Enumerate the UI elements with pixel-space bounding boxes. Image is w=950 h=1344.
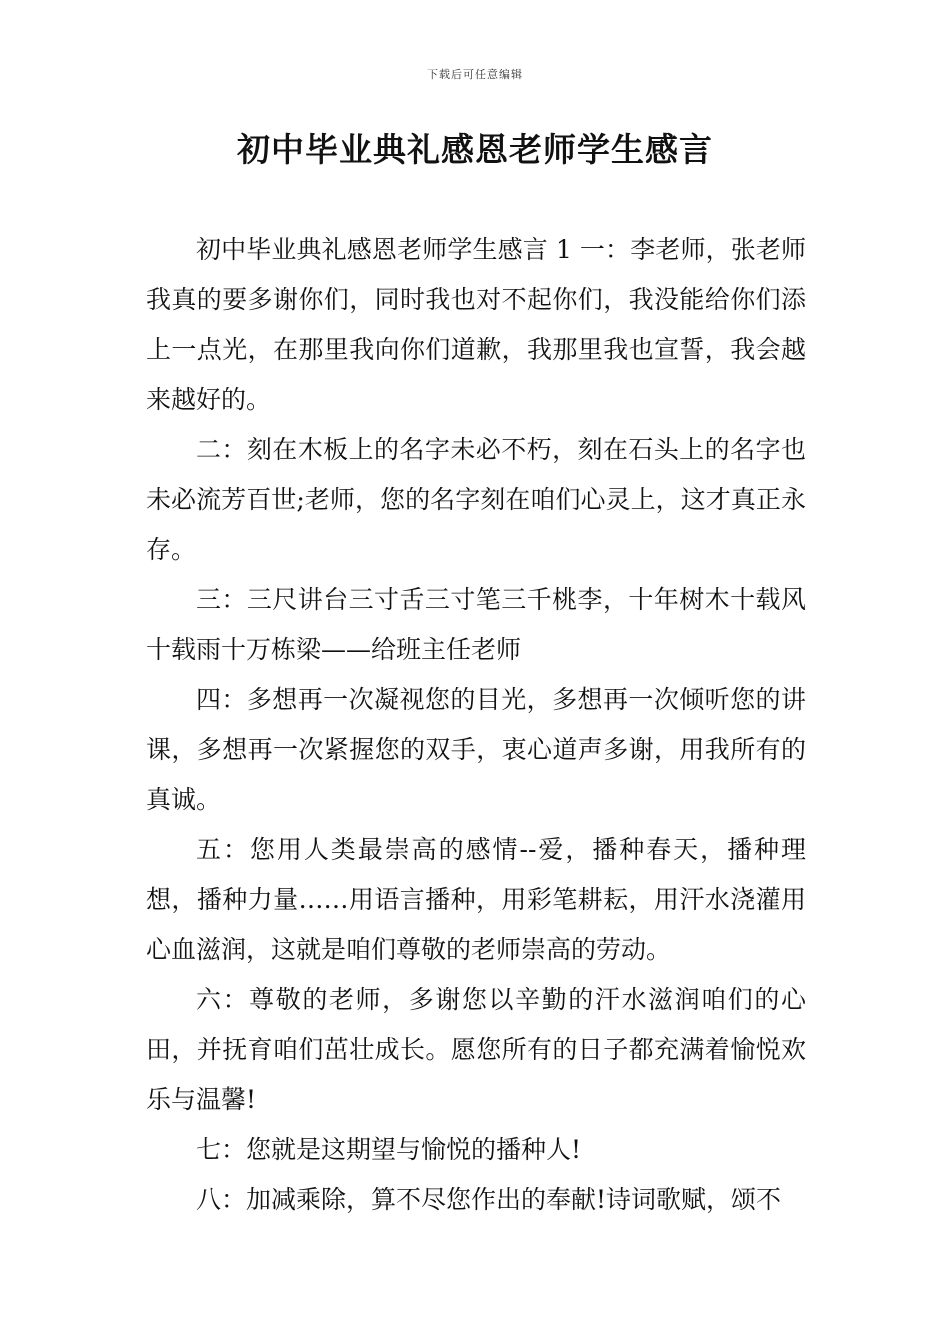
- header-note: 下载后可任意编辑: [427, 68, 523, 81]
- document-body: [146, 225, 806, 1225]
- paragraph-1: 初中毕业典礼感恩老师学生感言 1 一：李老师，张老师我真的要多谢你们，同时我也对不起你们，我没能给你们添上一点光，在那里我向你们道歉，我那里我也宣誓，我会越来越好的。: [146, 235, 806, 414]
- page-title: 初中毕业典礼感恩老师学生感言: [237, 130, 713, 169]
- paragraph-8: 八：加减乘除，算不尽您作出的奉献!诗词歌赋，颂不: [196, 1185, 782, 1214]
- paragraph-3: 三：三尺讲台三寸舌三寸笔三千桃李，十年树木十载风十载雨十万栋梁——给班主任老师: [146, 585, 806, 664]
- paragraph-6: 六：尊敬的老师，多谢您以辛勤的汗水滋润咱们的心田，并抚育咱们茁壮成长。愿您所有的日子都充满着愉悦欢乐与温馨!: [146, 985, 806, 1114]
- paragraph-7: 七：您就是这期望与愉悦的播种人!: [196, 1135, 582, 1164]
- paragraph-5: 五：您用人类最崇高的感情--爱，播种春天，播种理想，播种力量……用语言播种，用彩笔耕耘，用汗水浇灌用心血滋润，这就是咱们尊敬的老师崇高的劳动。: [146, 835, 806, 964]
- paragraph-2: 二：刻在木板上的名字未必不朽，刻在石头上的名字也未必流芳百世;老师，您的名字刻在咱们心灵上，这才真正永存。: [146, 435, 806, 564]
- paragraph-4: 四：多想再一次凝视您的目光，多想再一次倾听您的讲课，多想再一次紧握您的双手，衷心道声多谢，用我所有的真诚。: [146, 685, 806, 814]
